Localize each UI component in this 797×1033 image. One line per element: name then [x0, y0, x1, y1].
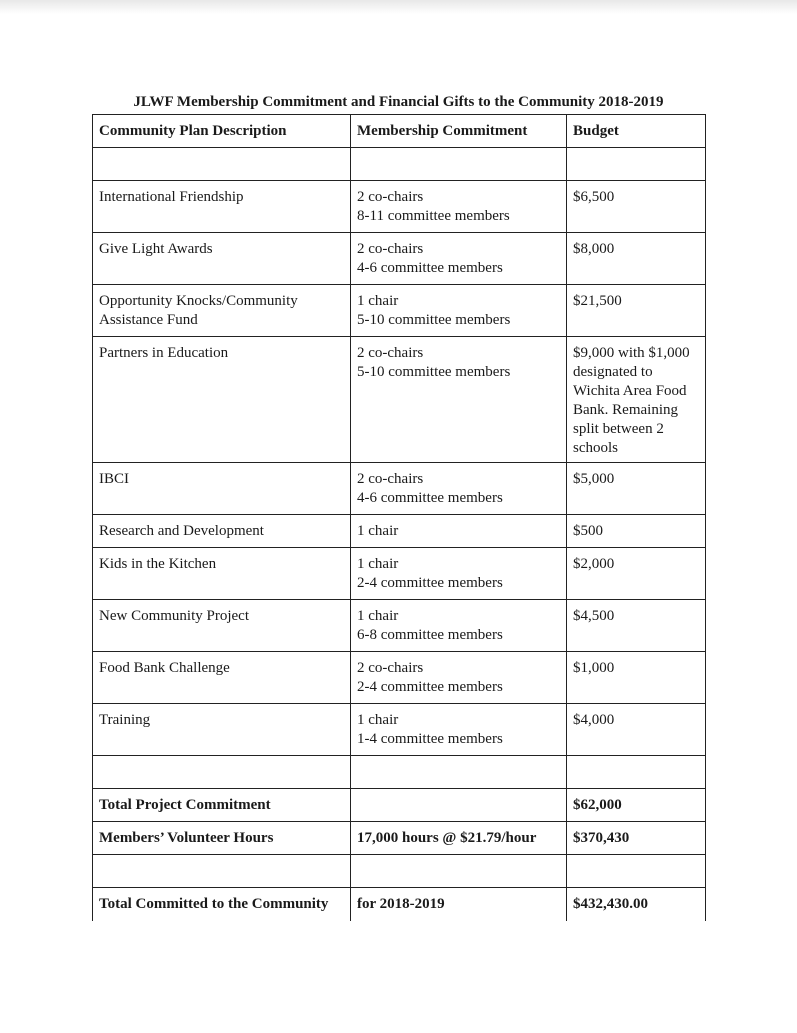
- budget-cell: $6,500: [567, 181, 706, 233]
- budget-cell: $4,000: [567, 704, 706, 756]
- blank-cell: [93, 756, 351, 789]
- header-budget: Budget: [567, 115, 706, 148]
- commitment-cell: 2 co-chairs 8-11 committee members: [351, 181, 567, 233]
- description-cell: New Community Project: [93, 600, 351, 652]
- budget-cell: $9,000 with $1,000 designated to Wichita Area Food Bank. Remaining split between 2 schools: [567, 337, 706, 463]
- description-cell: International Friendship: [93, 181, 351, 233]
- description-cell: Kids in the Kitchen: [93, 548, 351, 600]
- budget-cell: $8,000: [567, 233, 706, 285]
- commitment-cell: 2 co-chairs 5-10 committee members: [351, 337, 567, 463]
- description-cell: Opportunity Knocks/Community Assistance Fund: [93, 285, 351, 337]
- header-description: Community Plan Description: [93, 115, 351, 148]
- blank-cell: [93, 855, 351, 888]
- budget-cell: $500: [567, 515, 706, 548]
- budget-cell: $2,000: [567, 548, 706, 600]
- total-project-row: [93, 789, 706, 822]
- blank-row: [93, 855, 706, 888]
- document-title: JLWF Membership Commitment and Financial Gifts to the Community 2018-2019: [133, 94, 664, 110]
- commitment-cell: 1 chair 2-4 committee members: [351, 548, 567, 600]
- description-cell: Give Light Awards: [93, 233, 351, 285]
- commitment-cell: 1 chair 6-8 committee members: [351, 600, 567, 652]
- blank-row: [93, 148, 706, 181]
- total-project-budget: $62,000: [567, 789, 706, 822]
- header-commitment: Membership Commitment: [351, 115, 567, 148]
- total-community-label: Total Committed to the Community: [93, 888, 351, 921]
- blank-cell: [351, 855, 567, 888]
- budget-cell: $21,500: [567, 285, 706, 337]
- total-community-budget: $432,430.00: [567, 888, 706, 921]
- blank-cell: [93, 148, 351, 181]
- commitment-cell: 1 chair: [351, 515, 567, 548]
- commitment-cell: 1 chair 1-4 committee members: [351, 704, 567, 756]
- description-cell: Partners in Education: [93, 337, 351, 463]
- description-cell: IBCI: [93, 463, 351, 515]
- table-row: [93, 233, 706, 285]
- blank-cell: [567, 148, 706, 181]
- volunteer-hours-value: 17,000 hours @ $21.79/hour: [351, 822, 567, 855]
- commitment-table: [92, 114, 706, 921]
- volunteer-hours-label: Members’ Volunteer Hours: [93, 822, 351, 855]
- table-row: [93, 285, 706, 337]
- commitment-cell: 2 co-chairs 4-6 committee members: [351, 233, 567, 285]
- commitment-cell: 1 chair 5-10 committee members: [351, 285, 567, 337]
- blank-cell: [567, 756, 706, 789]
- table-row: [93, 463, 706, 515]
- header-row: [93, 115, 706, 148]
- total-project-label: Total Project Commitment: [93, 789, 351, 822]
- blank-row: [93, 756, 706, 789]
- volunteer-hours-budget: $370,430: [567, 822, 706, 855]
- blank-cell: [351, 148, 567, 181]
- page-top-shadow: [0, 0, 797, 14]
- blank-cell: [351, 756, 567, 789]
- total-community-row: [93, 888, 706, 921]
- volunteer-hours-row: [93, 822, 706, 855]
- blank-cell: [567, 855, 706, 888]
- description-cell: Training: [93, 704, 351, 756]
- table-row: [93, 652, 706, 704]
- table-row: [93, 548, 706, 600]
- commitment-cell: 2 co-chairs 2-4 committee members: [351, 652, 567, 704]
- budget-cell: $4,500: [567, 600, 706, 652]
- table-row: [93, 337, 706, 463]
- table-row: [93, 515, 706, 548]
- commitment-cell: 2 co-chairs 4-6 committee members: [351, 463, 567, 515]
- table-row: [93, 181, 706, 233]
- budget-cell: $5,000: [567, 463, 706, 515]
- description-cell: Food Bank Challenge: [93, 652, 351, 704]
- blank-cell: [351, 789, 567, 822]
- budget-cell: $1,000: [567, 652, 706, 704]
- table-row: [93, 600, 706, 652]
- table-row: [93, 704, 706, 756]
- total-community-period: for 2018-2019: [351, 888, 567, 921]
- description-cell: Research and Development: [93, 515, 351, 548]
